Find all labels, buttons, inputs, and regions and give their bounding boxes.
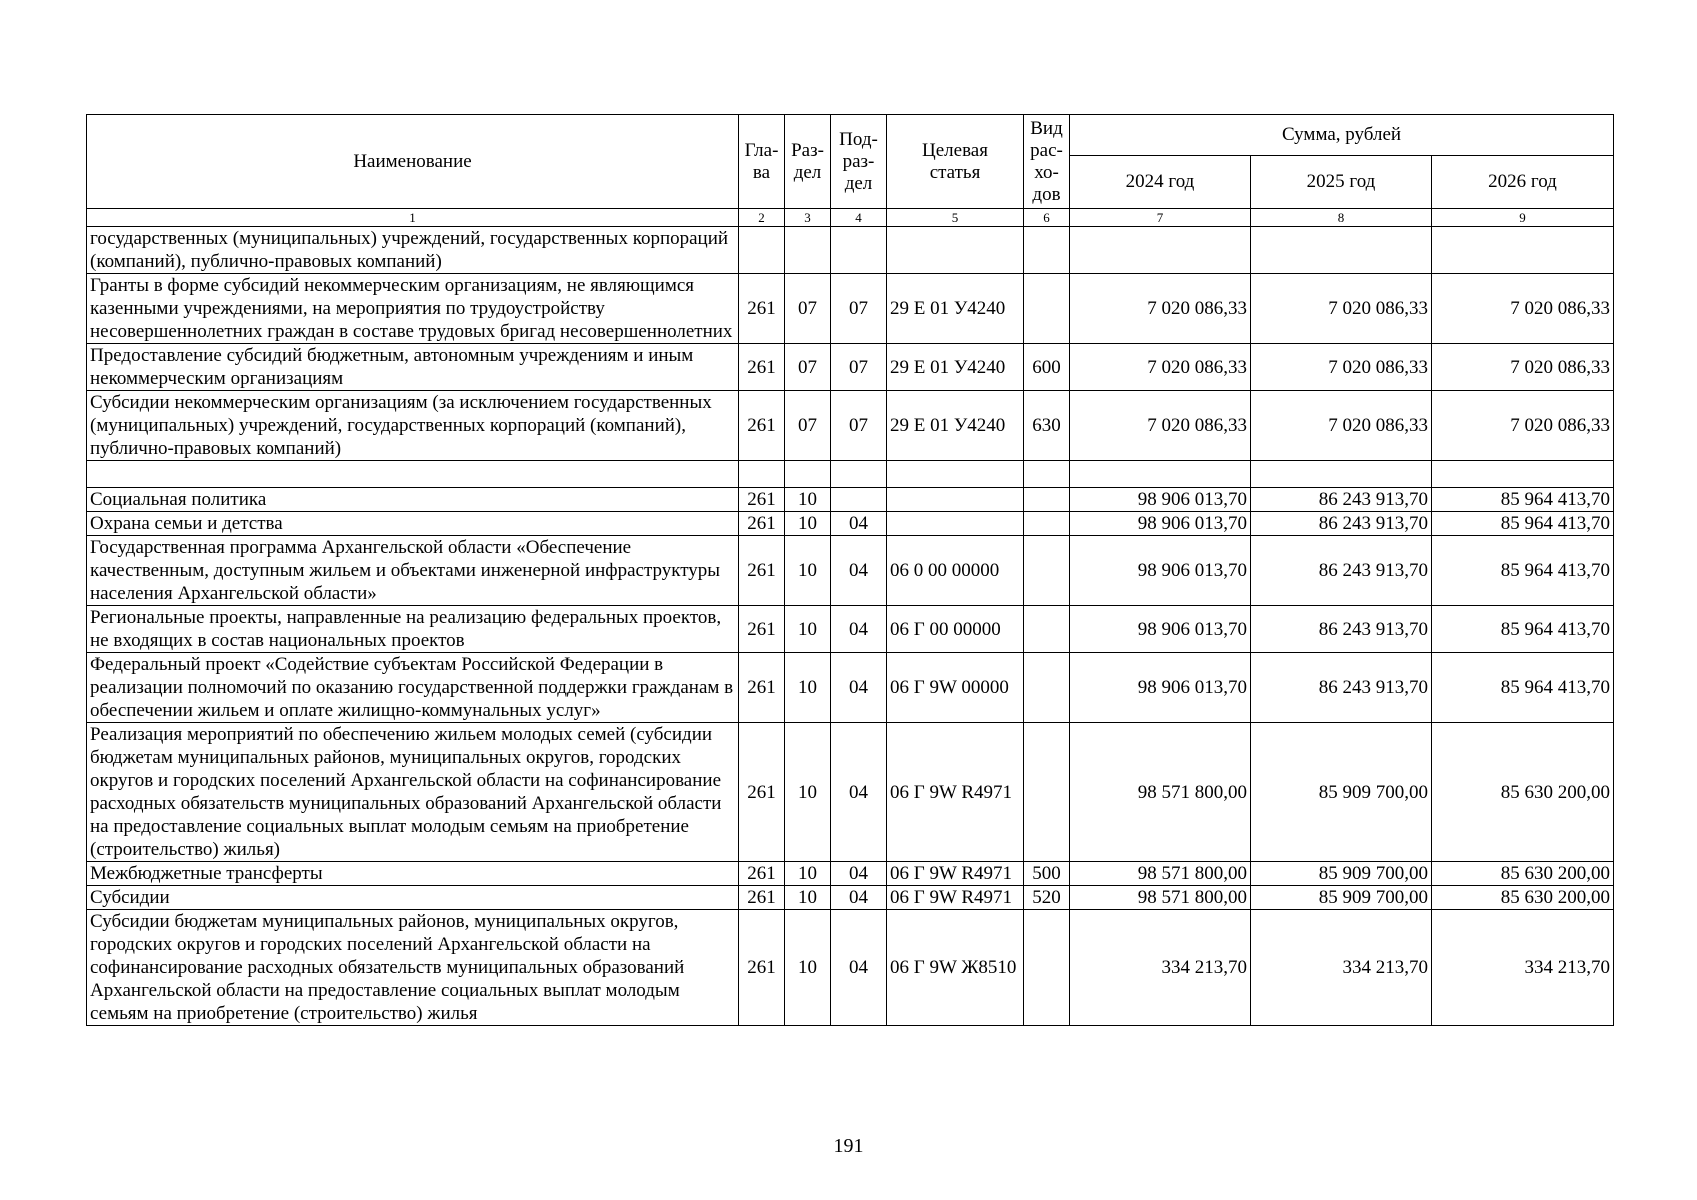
row-sum-2025: 7 020 086,33 [1251,391,1432,461]
row-expense-type [1024,606,1070,653]
row-sum-2024: 98 571 800,00 [1070,886,1251,910]
table-row [87,536,1614,606]
row-chapter: 261 [739,536,785,606]
row-sum-2025: 7 020 086,33 [1251,344,1432,391]
row-name: Предоставление субсидий бюджетным, автономным учреждениям и иным некоммерческим организациям [87,344,739,391]
row-sum-2025: 7 020 086,33 [1251,274,1432,344]
row-chapter: 261 [739,344,785,391]
row-sum-2024: 98 571 800,00 [1070,723,1251,862]
row-sum-2025: 86 243 913,70 [1251,536,1432,606]
column-number: 9 [1432,209,1614,227]
row-expense-type [1024,488,1070,512]
row-section: 10 [785,606,831,653]
table-row [87,653,1614,723]
row-section: 07 [785,391,831,461]
row-sum-2025: 85 909 700,00 [1251,723,1432,862]
row-name: Реализация мероприятий по обеспечению жильем молодых семей (субсидии бюджетам муниципальных районов, муниципальных округов, городских округов и городских поселений Архангельской области на софинансирование расходных обязательств муниципальных образований Архангельской области на предоставление социальных выплат молодым семьям на приобретение (строительство) жилья) [87,723,739,862]
row-subsection: 04 [831,910,887,1026]
row-target [887,512,1024,536]
row-name [87,461,739,488]
table-row [87,862,1614,886]
row-sum-2026: 334 213,70 [1432,910,1614,1026]
row-sum-2025 [1251,227,1432,274]
row-target: 06 Г 9W R4971 [887,862,1024,886]
row-target: 06 Г 00 00000 [887,606,1024,653]
header-expense-type [1024,115,1070,209]
row-expense-type [1024,461,1070,488]
row-chapter: 261 [739,274,785,344]
page-number: 191 [833,1135,864,1157]
row-chapter: 261 [739,488,785,512]
row-sum-2025: 86 243 913,70 [1251,488,1432,512]
row-chapter: 261 [739,886,785,910]
row-sum-2026: 85 964 413,70 [1432,536,1614,606]
column-number: 8 [1251,209,1432,227]
row-expense-type [1024,536,1070,606]
row-subsection [831,488,887,512]
row-section [785,461,831,488]
table-row [87,910,1614,1026]
row-sum-2024: 98 906 013,70 [1070,488,1251,512]
table-row [87,606,1614,653]
row-section: 10 [785,536,831,606]
row-target [887,227,1024,274]
header-name: Наименование [87,115,739,209]
row-sum-2026: 7 020 086,33 [1432,344,1614,391]
row-name: Социальная политика [87,488,739,512]
table-row [87,227,1614,274]
row-sum-2026: 7 020 086,33 [1432,391,1614,461]
header-year-2026: 2026 год [1432,156,1614,209]
row-target [887,488,1024,512]
row-sum-2024: 98 906 013,70 [1070,653,1251,723]
column-number-row [87,209,1614,227]
row-sum-2026: 85 964 413,70 [1432,512,1614,536]
row-sum-2025 [1251,461,1432,488]
row-sum-2026: 7 020 086,33 [1432,274,1614,344]
row-target: 06 Г 9W R4971 [887,723,1024,862]
row-section [785,227,831,274]
row-name: Охрана семьи и детства [87,512,739,536]
row-subsection: 04 [831,723,887,862]
row-subsection: 04 [831,886,887,910]
row-expense-type [1024,910,1070,1026]
column-number: 3 [785,209,831,227]
row-sum-2025: 334 213,70 [1251,910,1432,1026]
row-chapter [739,461,785,488]
row-subsection: 04 [831,862,887,886]
column-number: 4 [831,209,887,227]
row-sum-2024: 334 213,70 [1070,910,1251,1026]
row-section: 10 [785,723,831,862]
header-chapter-text: Гла- ва [744,139,779,183]
row-target: 29 Е 01 У4240 [887,274,1024,344]
row-sum-2026: 85 630 200,00 [1432,886,1614,910]
row-target [887,461,1024,488]
row-sum-2026: 85 964 413,70 [1432,488,1614,512]
row-expense-type [1024,723,1070,862]
header-year-2024: 2024 год [1070,156,1251,209]
row-target: 29 Е 01 У4240 [887,391,1024,461]
row-target: 06 Г 9W Ж8510 [887,910,1024,1026]
row-subsection: 04 [831,512,887,536]
row-name: Межбюджетные трансферты [87,862,739,886]
row-subsection: 07 [831,391,887,461]
header-sum: Сумма, рублей [1070,115,1614,156]
table-row [87,391,1614,461]
row-name: государственных (муниципальных) учреждений, государственных корпораций (компаний), публично-правовых компаний) [87,227,739,274]
row-subsection: 04 [831,653,887,723]
budget-table [86,114,1614,1026]
header-year-2025: 2025 год [1251,156,1432,209]
row-chapter: 261 [739,391,785,461]
row-sum-2025: 85 909 700,00 [1251,862,1432,886]
table-row [87,274,1614,344]
row-sum-2026: 85 964 413,70 [1432,653,1614,723]
header-section-text: Раз- дел [791,139,824,183]
row-section: 07 [785,274,831,344]
row-section: 10 [785,886,831,910]
table-row [87,886,1614,910]
row-sum-2024: 98 906 013,70 [1070,512,1251,536]
row-name: Субсидии [87,886,739,910]
row-chapter: 261 [739,910,785,1026]
row-sum-2024: 7 020 086,33 [1070,274,1251,344]
row-chapter: 261 [739,723,785,862]
row-target: 29 Е 01 У4240 [887,344,1024,391]
row-subsection: 04 [831,606,887,653]
table-row [87,344,1614,391]
row-sum-2025: 85 909 700,00 [1251,886,1432,910]
row-chapter: 261 [739,862,785,886]
table-row [87,512,1614,536]
table-row-empty [87,461,1614,488]
row-sum-2024: 7 020 086,33 [1070,344,1251,391]
row-name: Государственная программа Архангельской области «Обеспечение качественным, доступным жильем и объектами инженерной инфраструктуры населения Архангельской области» [87,536,739,606]
row-chapter [739,227,785,274]
row-sum-2026 [1432,461,1614,488]
row-sum-2024: 7 020 086,33 [1070,391,1251,461]
row-sum-2024 [1070,227,1251,274]
header-expense-type-text: Вид рас- хо- дов [1030,117,1063,205]
row-name: Федеральный проект «Содействие субъектам Российской Федерации в реализации полномочий по оказанию государственной поддержки гражданам в обеспечении жильем и оплате жилищно-коммунальных услуг» [87,653,739,723]
row-sum-2025: 86 243 913,70 [1251,653,1432,723]
row-expense-type: 500 [1024,862,1070,886]
column-number: 5 [887,209,1024,227]
column-number: 7 [1070,209,1251,227]
row-sum-2026: 85 964 413,70 [1432,606,1614,653]
row-target: 06 Г 9W R4971 [887,886,1024,910]
row-sum-2026 [1432,227,1614,274]
row-expense-type [1024,227,1070,274]
header-target [887,115,1024,209]
row-name: Субсидии некоммерческим организациям (за исключением государственных (муниципальных) учреждений, государственных корпораций (компаний), публично-правовых компаний) [87,391,739,461]
row-name: Региональные проекты, направленные на реализацию федеральных проектов, не входящих в состав национальных проектов [87,606,739,653]
row-subsection: 04 [831,536,887,606]
row-sum-2024 [1070,461,1251,488]
row-section: 10 [785,910,831,1026]
row-sum-2026: 85 630 200,00 [1432,862,1614,886]
header-chapter [739,115,785,209]
header-subsection [831,115,887,209]
row-target: 06 0 00 00000 [887,536,1024,606]
table-row [87,488,1614,512]
row-chapter: 261 [739,606,785,653]
row-expense-type [1024,274,1070,344]
row-sum-2025: 86 243 913,70 [1251,606,1432,653]
row-sum-2026: 85 630 200,00 [1432,723,1614,862]
row-section: 10 [785,862,831,886]
row-sum-2024: 98 906 013,70 [1070,536,1251,606]
row-sum-2024: 98 571 800,00 [1070,862,1251,886]
row-name: Гранты в форме субсидий некоммерческим организациям, не являющимся казенными учреждениями, на мероприятия по трудоустройству несовершеннолетних граждан в составе трудовых бригад несовершеннолетних [87,274,739,344]
header-subsection-text: Под- раз- дел [839,128,878,194]
row-target: 06 Г 9W 00000 [887,653,1024,723]
row-sum-2025: 86 243 913,70 [1251,512,1432,536]
row-section: 10 [785,512,831,536]
header-target-text: Целевая статья [922,139,988,183]
row-expense-type: 520 [1024,886,1070,910]
row-chapter: 261 [739,653,785,723]
row-section: 07 [785,344,831,391]
row-subsection: 07 [831,274,887,344]
row-expense-type [1024,512,1070,536]
row-expense-type: 630 [1024,391,1070,461]
header-section [785,115,831,209]
row-expense-type [1024,653,1070,723]
row-sum-2024: 98 906 013,70 [1070,606,1251,653]
table-row [87,723,1614,862]
row-subsection [831,227,887,274]
row-section: 10 [785,653,831,723]
row-chapter: 261 [739,512,785,536]
row-section: 10 [785,488,831,512]
column-number: 1 [87,209,739,227]
row-subsection: 07 [831,344,887,391]
column-number: 2 [739,209,785,227]
column-number: 6 [1024,209,1070,227]
row-expense-type: 600 [1024,344,1070,391]
row-name: Субсидии бюджетам муниципальных районов, муниципальных округов, городских округов и городских поселений Архангельской области на софинансирование расходных обязательств муниципальных образований Архангельской области на предоставление социальных выплат молодым семьям на приобретение (строительство) жилья [87,910,739,1026]
row-subsection [831,461,887,488]
